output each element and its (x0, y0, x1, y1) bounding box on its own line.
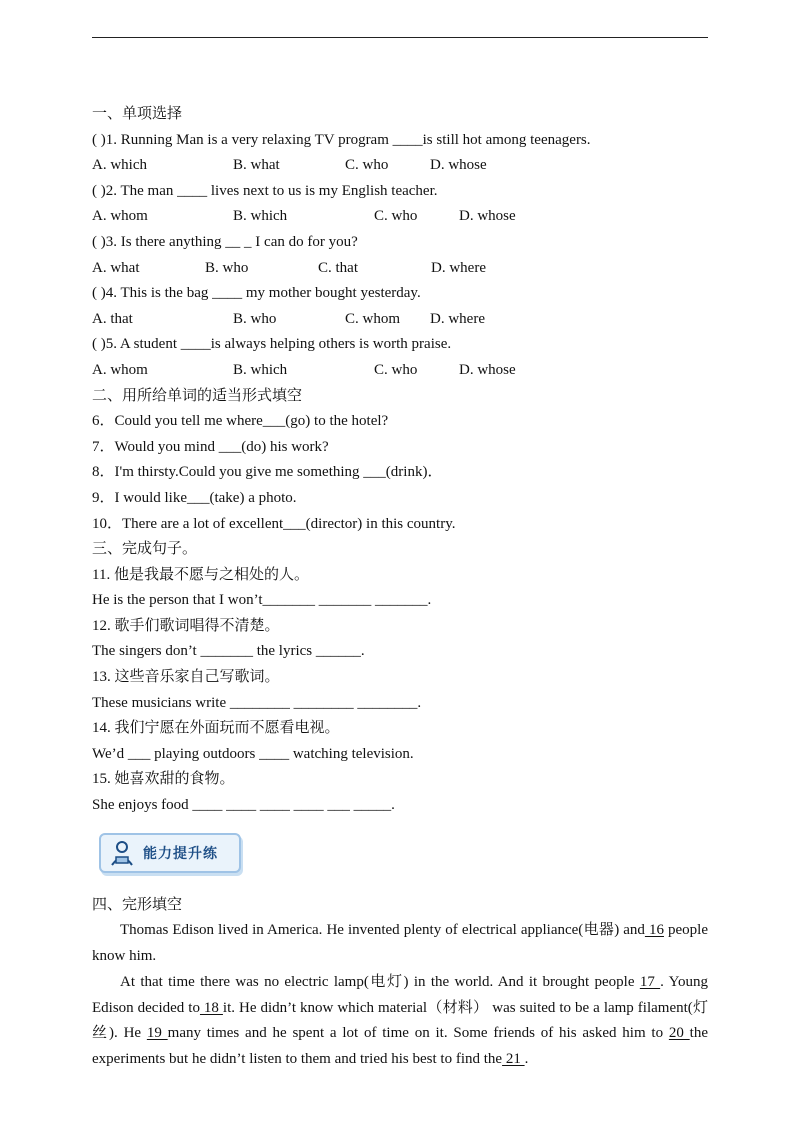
ability-badge (99, 833, 241, 873)
passage-text: Thomas Edison lived in America. He invented plenty of electrical appliance(电器) and (120, 922, 645, 939)
question-options (92, 204, 708, 230)
question-stem: ( )5. A student ____is always helping others is worth praise. (92, 336, 452, 353)
option-c: C. who (374, 361, 418, 378)
passage-paragraph-1 (92, 918, 708, 970)
blank-18: 18 (199, 999, 223, 1016)
passage-text: people know him. (92, 922, 709, 965)
fill-item: 7．Would you mind ___(do) his work? (92, 438, 329, 455)
blank-17: 17 (639, 973, 661, 990)
sentence-english: We’d ___ playing outdoors ____ watching television. (92, 745, 414, 762)
question-options (92, 256, 708, 282)
option-b: B. who (233, 310, 277, 327)
question-options (92, 307, 708, 333)
option-b: B. which (233, 361, 288, 378)
option-b: B. who (205, 259, 249, 276)
section2-title: 二、用所给单词的适当形式填空 (92, 387, 303, 404)
sentence-english: The singers don’t _______ the lyrics ______. (92, 643, 365, 660)
option-b: B. which (233, 208, 288, 225)
question-stem: ( )4. This is the bag ____ my mother bought yesterday. (92, 285, 421, 302)
blank-16: 16 (644, 922, 664, 939)
option-d: D. whose (459, 361, 516, 378)
section1-title: 一、单项选择 (92, 106, 183, 122)
ability-badge-area (92, 829, 708, 881)
sentence-chinese: 14. 我们宁愿在外面玩而不愿看电视。 (92, 720, 340, 737)
sentence-chinese: 13. 这些音乐家自己写歌词。 (92, 669, 280, 686)
option-b: B. what (233, 157, 280, 174)
option-d: D. whose (430, 157, 487, 174)
fill-item: 10．There are a lot of excellent___(director) in this country. (92, 515, 456, 532)
passage-text: . Young Edison decided to (92, 973, 709, 1016)
section3-title: 三、完成句子。 (92, 541, 198, 558)
student-icon (107, 839, 137, 867)
passage-text: it. He didn’t know which material（材料） was suited to be a lamp filament(灯丝). He (92, 999, 708, 1042)
question-stem: ( )3. Is there anything __ _ I can do for you? (92, 233, 358, 250)
passage-text: At that time there was no electric lamp(电灯) in the world. And it brought people (120, 973, 640, 990)
option-d: D. where (431, 259, 486, 276)
option-a: A. what (92, 259, 140, 276)
section4-title: 四、完形填空 (92, 896, 183, 913)
option-c: C. who (374, 208, 418, 225)
option-a: A. which (92, 157, 147, 174)
question-stem: ( )1. Running Man is a very relaxing TV program ____is still hot among teenagers. (92, 131, 591, 148)
worksheet (92, 102, 708, 1073)
fill-item: 8．I'm thirsty.Could you give me something ___(drink)． (92, 464, 443, 481)
header-rule (92, 37, 708, 38)
blank-20: 20 (668, 1025, 690, 1042)
fill-item: 9．I would like___(take) a photo. (92, 489, 297, 506)
passage-paragraph-2 (92, 970, 708, 1073)
passage-text: many times and he spent a lot of time on it. Some friends of his asked him to (167, 1025, 669, 1042)
question-options (92, 153, 708, 179)
option-c: C. that (318, 259, 358, 276)
blank-21: 21 (502, 1051, 525, 1068)
option-d: D. whose (459, 208, 516, 225)
question-options (92, 358, 708, 384)
option-a: A. that (92, 310, 133, 327)
option-d: D. where (430, 310, 485, 327)
sentence-english: He is the person that I won’t_______ _______ _______. (92, 592, 432, 609)
badge-label: 能力提升练 (143, 845, 218, 862)
option-a: A. whom (92, 361, 148, 378)
sentence-chinese: 15. 她喜欢甜的食物。 (92, 771, 235, 788)
option-c: C. who (345, 157, 389, 174)
fill-item: 6．Could you tell me where___(go) to the hotel? (92, 413, 389, 430)
option-a: A. whom (92, 208, 148, 225)
blank-19: 19 (146, 1025, 168, 1042)
sentence-chinese: 12. 歌手们歌词唱得不清楚。 (92, 617, 280, 634)
sentence-english: These musicians write ________ ________ ________. (92, 694, 422, 711)
option-c: C. whom (345, 310, 401, 327)
sentence-english: She enjoys food ____ ____ ____ ____ ___ _____. (92, 797, 395, 814)
sentence-chinese: 11. 他是我最不愿与之相处的人。 (92, 566, 309, 583)
passage-text: . (524, 1051, 529, 1068)
question-stem: ( )2. The man ____ lives next to us is my English teacher. (92, 182, 438, 199)
passage-text: the experiments but he didn’t listen to them and tried his best to find the (92, 1025, 708, 1068)
